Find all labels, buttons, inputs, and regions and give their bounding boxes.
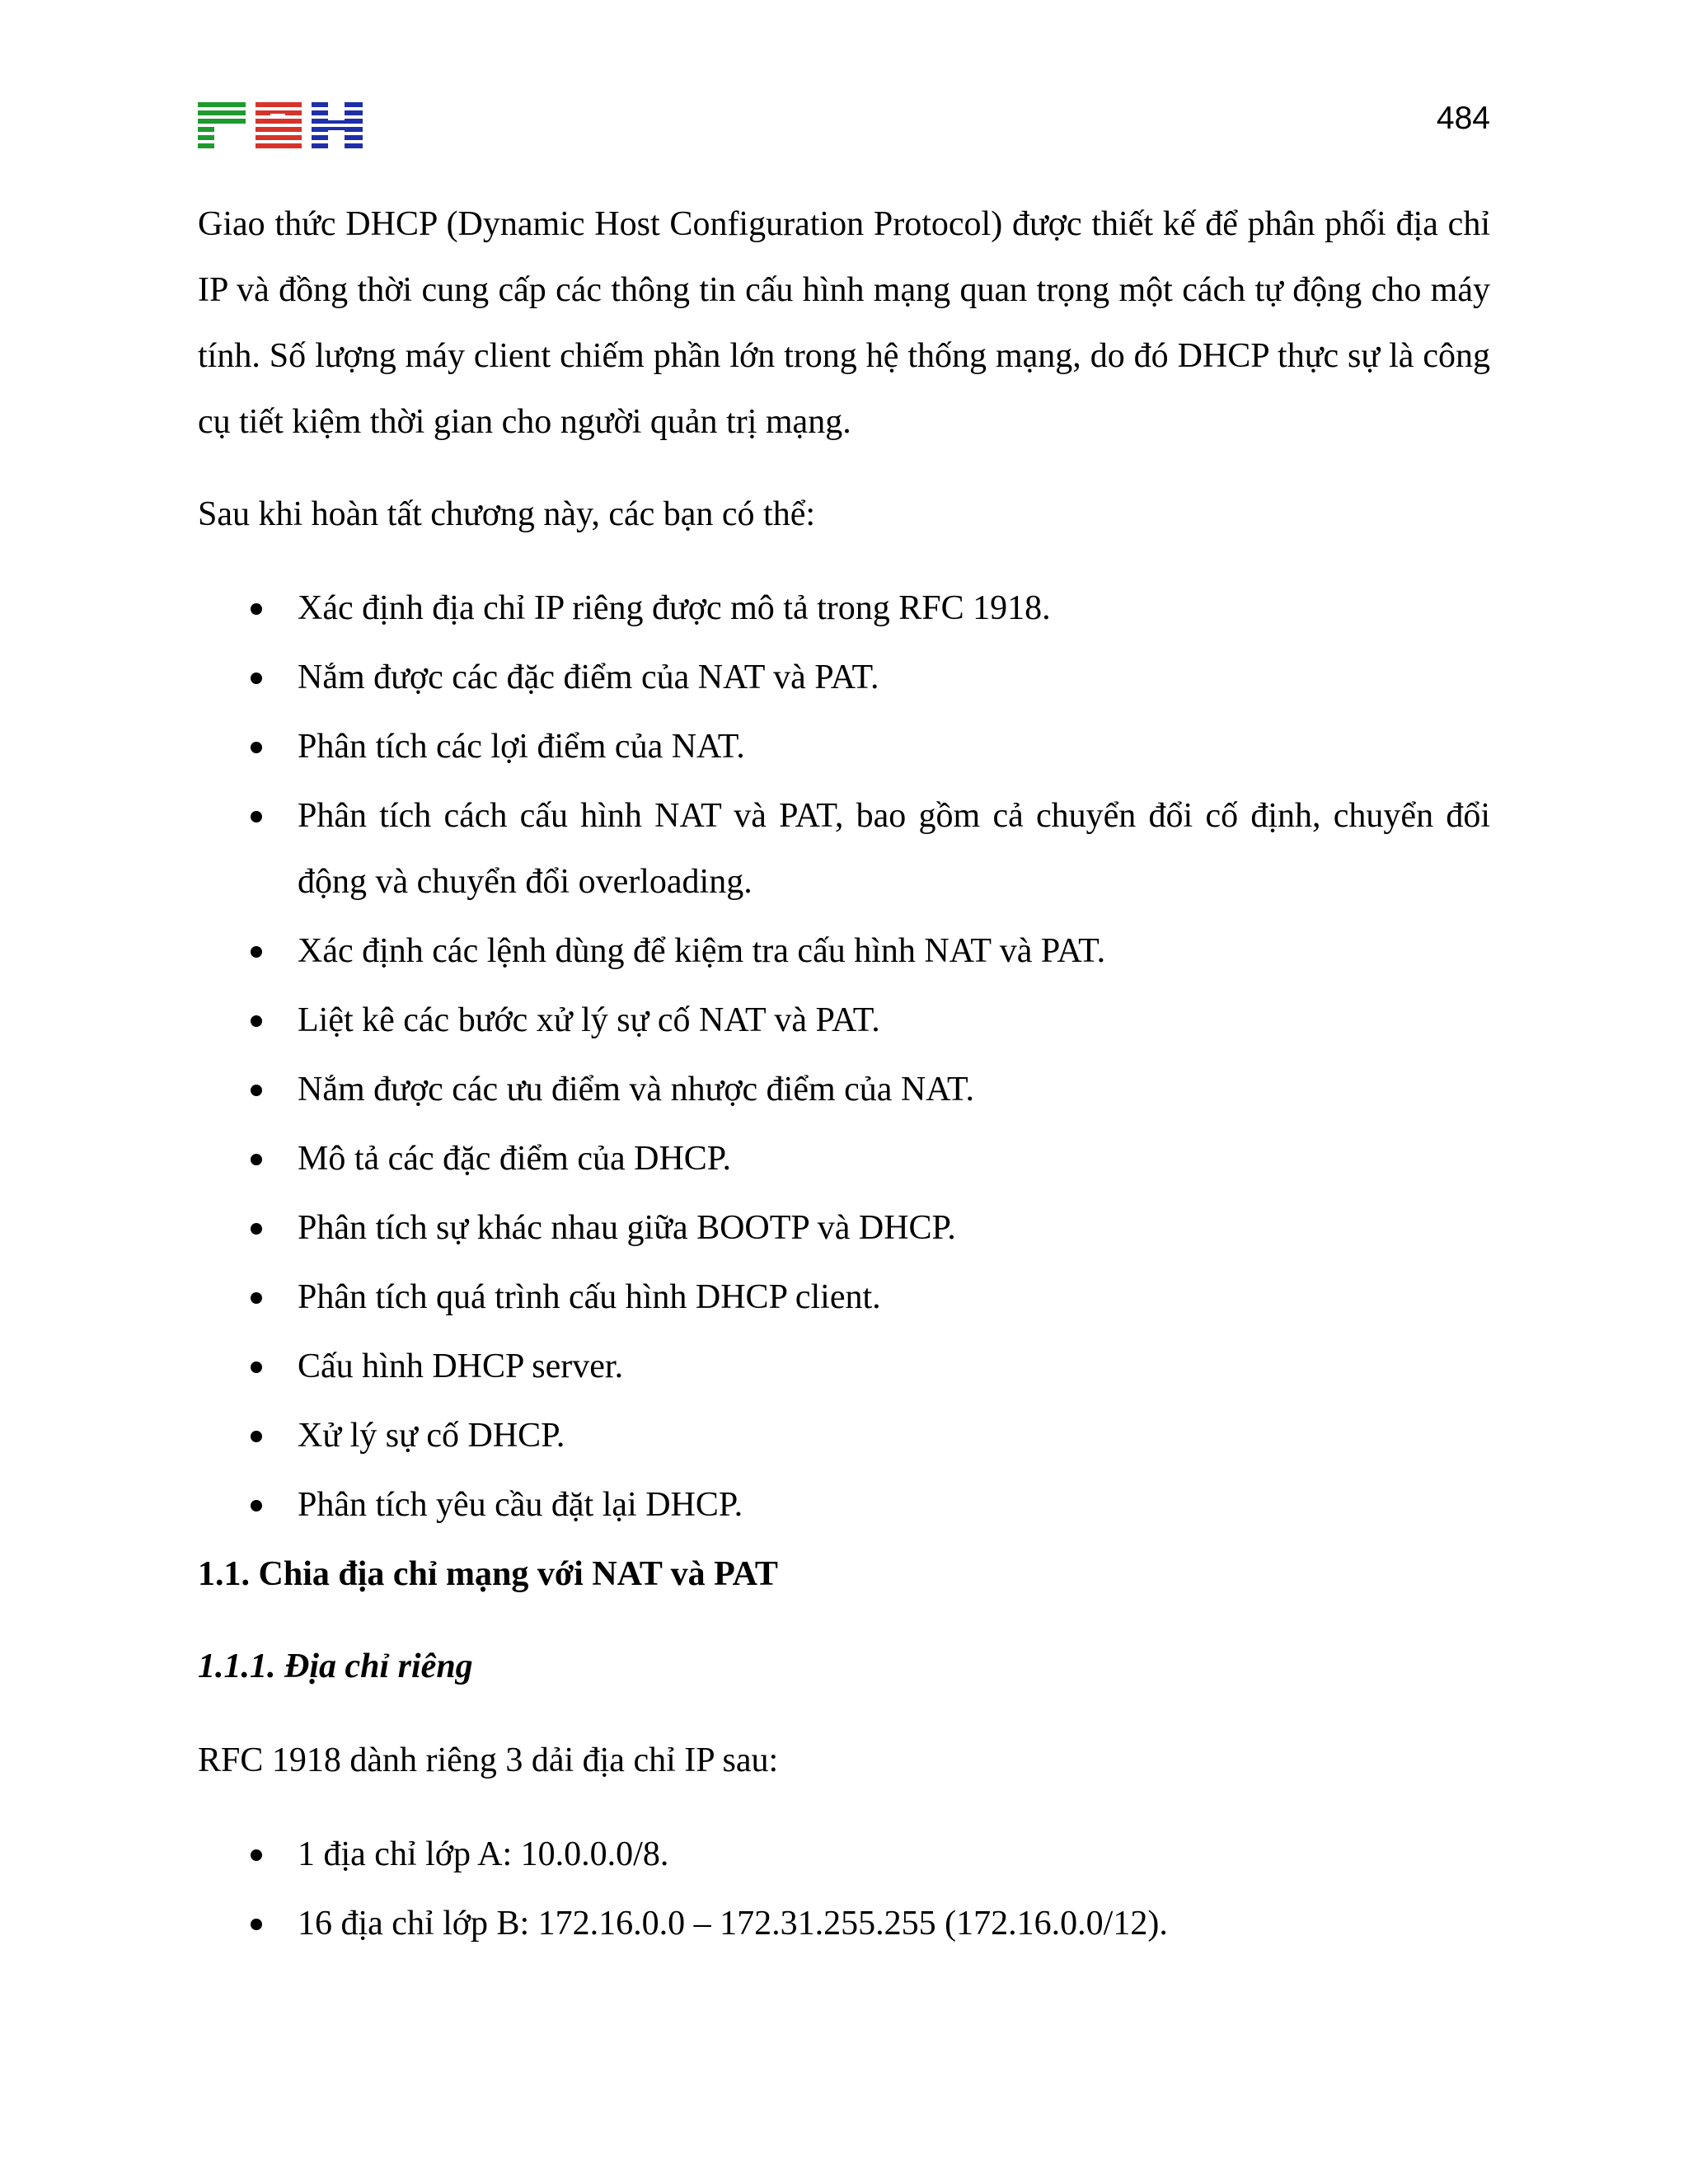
list-item: Phân tích cách cấu hình NAT và PAT, bao gồm cả chuyển đổi cố định, chuyển đổi động và chuyển đổi overloading. — [198, 783, 1490, 915]
bullet-icon — [251, 673, 262, 684]
intro-paragraph: Giao thức DHCP (Dynamic Host Configuration Protocol) được thiết kế để phân phối địa chỉ IP và đồng thời cung cấp các thông tin cấu hình mạng quan trọng một cách tự động cho máy tính. Số lượng máy client chiếm phần lớn trong hệ thống mạng, do đó DHCP thực sự là công cụ tiết kiệm thời gian cho người quản trị mạng. — [198, 205, 1490, 441]
page-content — [198, 191, 1490, 1960]
subsection-heading: 1.1.1. Địa chỉ riêng — [198, 1647, 473, 1685]
bullet-icon — [251, 742, 262, 753]
rfc-ranges-list — [198, 1821, 1490, 1957]
bullet-icon — [251, 1292, 262, 1304]
bullet-icon — [251, 1154, 262, 1165]
list-item: 16 địa chỉ lớp B: 172.16.0.0 – 172.31.255.255 (172.16.0.0/12). — [198, 1891, 1490, 1957]
objectives-lead: Sau khi hoàn tất chương này, các bạn có thể: — [198, 495, 816, 533]
section-heading: 1.1. Chia địa chỉ mạng với NAT và PAT — [198, 1555, 778, 1593]
document-page — [198, 0, 1490, 2184]
list-item: Phân tích quá trình cấu hình DHCP client. — [198, 1264, 1490, 1330]
bullet-icon — [251, 1015, 262, 1027]
list-item: Phân tích yêu cầu đặt lại DHCP. — [198, 1472, 1490, 1538]
pnh-logo — [198, 102, 363, 148]
bullet-icon — [251, 1361, 262, 1373]
bullet-icon — [251, 603, 262, 615]
page-header — [198, 97, 1490, 155]
list-item: Phân tích sự khác nhau giữa BOOTP và DHCP. — [198, 1195, 1490, 1261]
list-item: Nắm được các đặc điểm của NAT và PAT. — [198, 644, 1490, 710]
bullet-icon — [251, 946, 262, 958]
list-item: Mô tả các đặc điểm của DHCP. — [198, 1126, 1490, 1192]
page-number: 484 — [1436, 101, 1490, 136]
bullet-icon — [251, 1849, 262, 1861]
list-item: Xác định các lệnh dùng để kiệm tra cấu hình NAT và PAT. — [198, 918, 1490, 984]
list-item: Nắm được các ưu điểm và nhược điểm của NAT. — [198, 1057, 1490, 1122]
list-item: Liệt kê các bước xử lý sự cố NAT và PAT. — [198, 987, 1490, 1053]
list-item: Phân tích các lợi điểm của NAT. — [198, 714, 1490, 780]
pnh-logo-graphic — [198, 102, 363, 148]
bullet-icon — [251, 1085, 262, 1096]
bullet-icon — [251, 1500, 262, 1511]
bullet-icon — [251, 1919, 262, 1930]
list-item: Cấu hình DHCP server. — [198, 1333, 1490, 1399]
objectives-list — [198, 575, 1490, 1538]
list-item: Xử lý sự cố DHCP. — [198, 1403, 1490, 1469]
list-item: Xác định địa chỉ IP riêng được mô tả trong RFC 1918. — [198, 575, 1490, 641]
bullet-icon — [251, 1431, 262, 1442]
list-item: 1 địa chỉ lớp A: 10.0.0.0/8. — [198, 1821, 1490, 1887]
rfc-lead: RFC 1918 dành riêng 3 dải địa chỉ IP sau: — [198, 1741, 779, 1779]
bullet-icon — [251, 1223, 262, 1235]
bullet-icon — [251, 811, 262, 823]
